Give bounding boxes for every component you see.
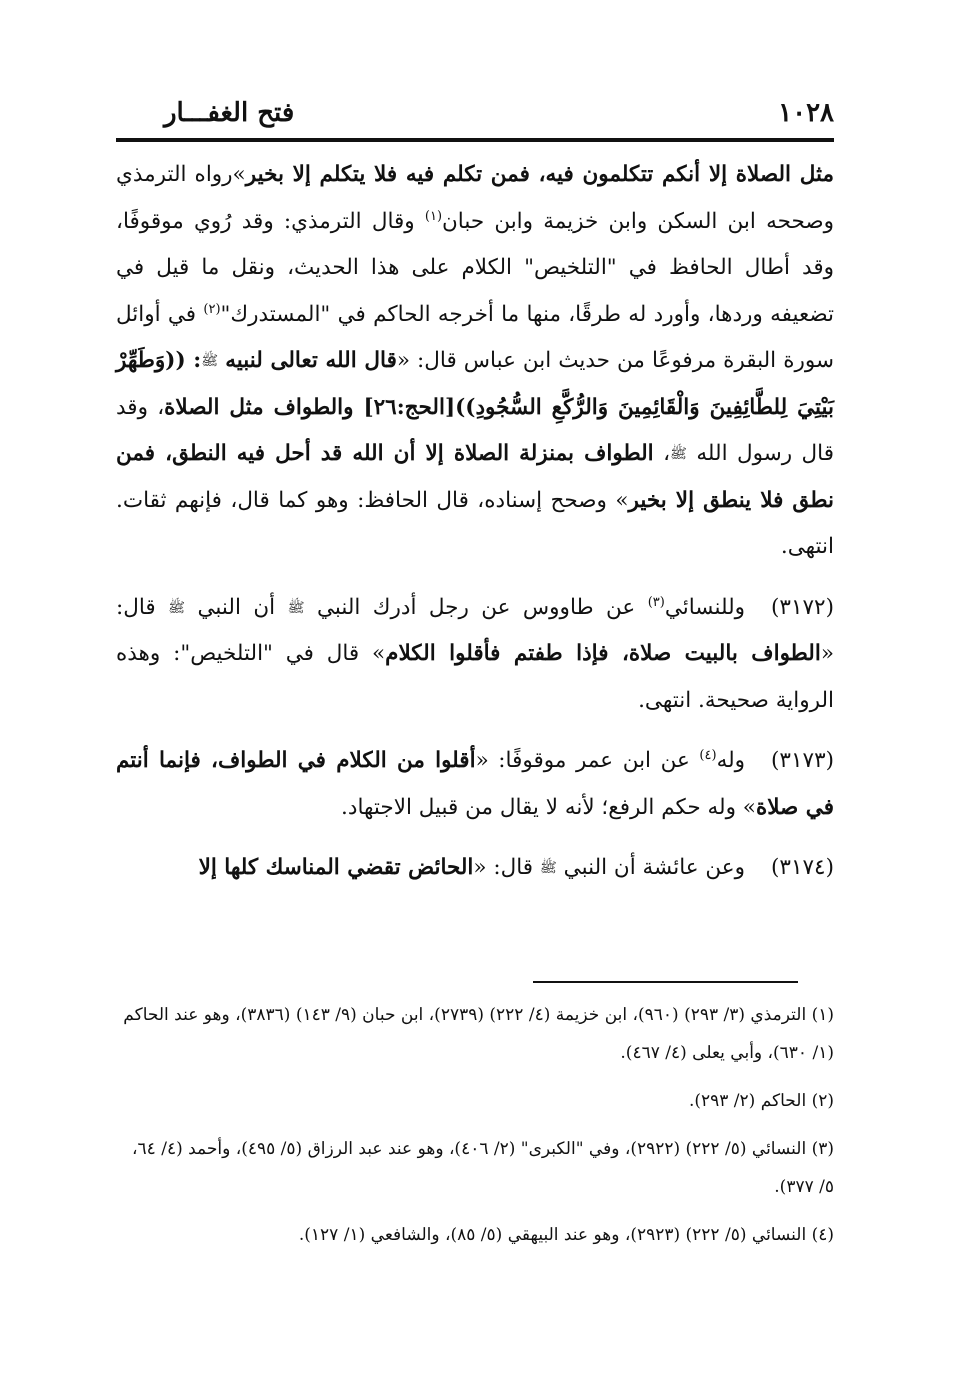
footnote-ref-4[interactable]: (٤) <box>699 747 717 763</box>
text-span: وعن عائشة أن النبي <box>556 855 746 880</box>
page-number: ١٠٢٨ <box>778 98 834 128</box>
paragraph-continuation <box>116 152 834 571</box>
footnotes <box>116 996 834 1264</box>
text-span: عن طاووس عن رجل أدرك النبي <box>304 594 648 620</box>
hadith-quote: الحائض تقضي المناسك كلها إلا <box>198 855 474 880</box>
text-span: قال: « <box>116 594 834 666</box>
text-span: أن النبي <box>185 594 288 620</box>
footnote-4: (٤) النسائي (٥/ ٢٢٢) (٢٩٢٣)، وهو عند البيهقي (٥/ ٨٥)، والشافعي (١/ ١٢٧). <box>298 1225 834 1245</box>
salawat-glyph-icon: ﷺ <box>539 860 557 876</box>
salawat-glyph-icon: ﷺ <box>168 599 186 616</box>
text-span: وله <box>716 748 746 773</box>
hadith-number: (٣١٧٣) <box>771 748 835 773</box>
text-span: وللنسائي <box>664 594 746 620</box>
page-header <box>116 98 834 134</box>
hadith-paragraph-3172 <box>116 585 834 725</box>
quran-quote: : ((وَطَهِّرْ بَيْتِيَ لِلطَّائِفِينَ وَالْقَائِمِينَ وَالرُّكَّعِ السُّجُودِ))[الحج:٢٦] والطواف مثل الصلاة <box>116 348 834 420</box>
footnote-separator <box>533 981 798 983</box>
hadith-number: (٣١٧٢) <box>771 594 834 620</box>
footnote-ref-1[interactable]: (١) <box>424 208 443 224</box>
text-span: ، <box>653 441 671 466</box>
hadith-quote: الطواف بمنزلة الصلاة إلا أن الله قد أحل فيه النطق، فمن نطق فلا ينطق إلا بخير <box>116 441 834 513</box>
text-span: قال: « <box>473 855 540 880</box>
hadith-quote: أقلوا من الكلام في الطواف، فإنما أنتم في صلاة <box>116 748 834 820</box>
text-span: في أوائل سورة البقرة مرفوعًا من حديث ابن عباس قال: « <box>116 301 834 373</box>
hadith-quote: الطواف بالبيت صلاة، فإذا طفتم فأقلوا الكلام <box>385 641 821 666</box>
text-span: » وصحح إسناده، قال الحافظ: وهو كما قال، فإنهم ثقات. انتهى. <box>116 487 834 559</box>
footnote-ref-2[interactable]: (٢) <box>203 301 221 317</box>
text-span: عن ابن عمر موقوفًا: « <box>475 748 700 773</box>
text-span: » قال في "التلخيص": وهذه الرواية صحيحة. انتهى. <box>116 641 834 713</box>
text-span: »رواه الترمذي وصححه ابن السكن وابن خزيمة وابن حبان <box>116 162 834 234</box>
salawat-glyph-icon: ﷺ <box>201 353 219 369</box>
hadith-paragraph-3173 <box>116 738 834 831</box>
text-span: وقال الترمذي: وقد رُوي موقوفًا، وقد أطال الحافظ في "التلخيص" الكلام على هذا الحديث، ونقل ما قيل في تضعيفه وردها، وأورد له طرقًا، منها ما أخرجه الحاكم في "المستدرك" <box>116 208 834 327</box>
hadith-quote: قال الله تعالى لنبيه <box>225 348 397 373</box>
salawat-glyph-icon: ﷺ <box>670 446 687 462</box>
header-rule <box>116 138 834 142</box>
hadith-paragraph-3174 <box>116 845 834 892</box>
footnote-ref-3[interactable]: (٣) <box>647 594 665 610</box>
hadith-quote: مثل الصلاة إلا أنكم تتكلمون فيه، فمن تكلم فيه فلا يتكلم إلا بخير <box>245 162 834 187</box>
salawat-glyph-icon: ﷺ <box>287 599 305 616</box>
text-span: ، وقد قال رسول الله <box>116 394 834 466</box>
main-text <box>116 152 834 892</box>
footnote-1: (١) الترمذي (٣/ ٢٩٣) (٩٦٠)، ابن خزيمة (٤/ ٢٢٢) (٢٧٣٩)، ابن حبان (٩/ ١٤٣) (٣٨٣٦)، وهو عند الحاكم (١/ ٦٣٠)، وأبي يعلى (٤/ ٤٦٧). <box>123 1005 834 1063</box>
footnote-3: (٣) النسائي (٥/ ٢٢٢) (٢٩٢٢)، وفي "الكبرى" (٢/ ٤٠٦)، وهو عند عبد الرزاق (٥/ ٤٩٥)، وأحمد (٤/ ٦٤، ٥/ ٣٧٧). <box>132 1139 834 1197</box>
running-title: فتح الغفـــار <box>164 98 295 128</box>
hadith-number: (٣١٧٤) <box>771 855 834 880</box>
text-span: » وله حكم الرفع؛ لأنه لا يقال من قبيل الاجتهاد. <box>341 794 756 820</box>
footnote-2: (٢) الحاكم (٢/ ٢٩٣). <box>688 1091 834 1111</box>
